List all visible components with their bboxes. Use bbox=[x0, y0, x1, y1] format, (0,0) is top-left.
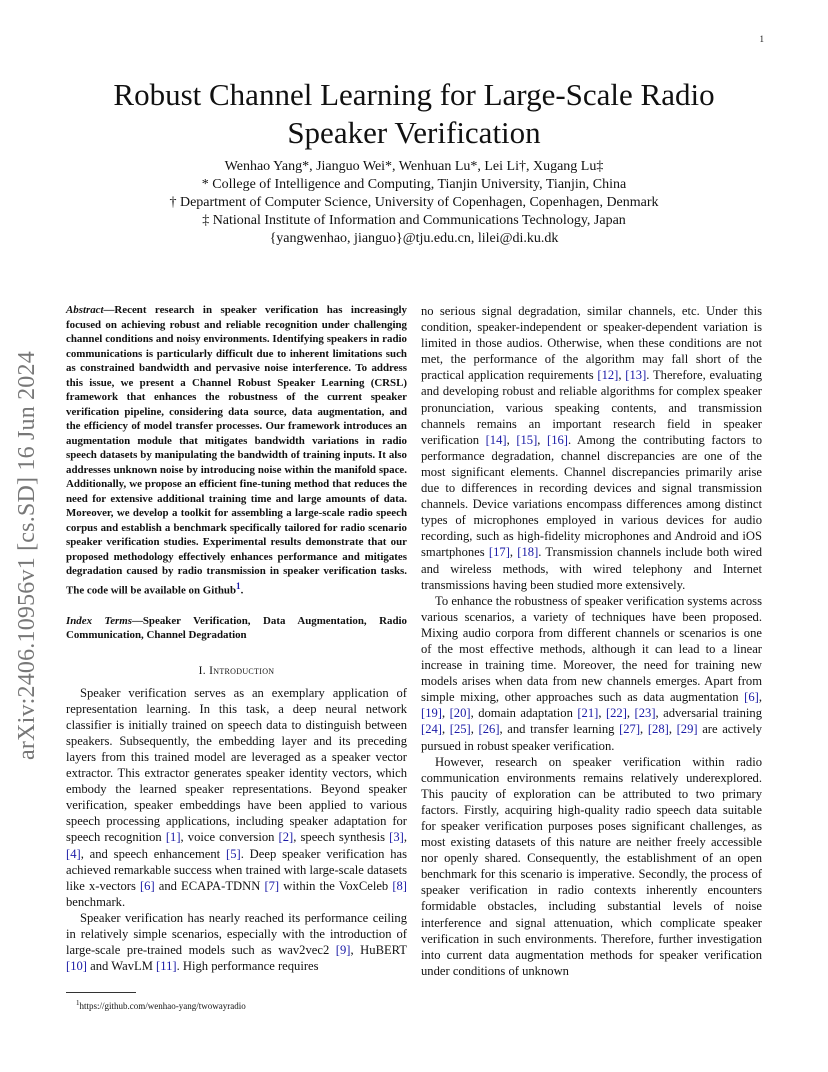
paragraph-text: , and speech enhancement bbox=[80, 846, 227, 861]
citation-link[interactable]: [4] bbox=[66, 846, 81, 861]
paragraph-text: are actively pursued in robust speaker verification. bbox=[421, 722, 763, 753]
author-block bbox=[0, 158, 828, 248]
paragraph-text: , bbox=[509, 545, 518, 560]
paragraph-text: , adversarial training bbox=[655, 706, 762, 721]
paragraph-text: . Among the contributing factors to performance degradation, channel discrepancies are one of the most significant elements. Channel discrepancies primarily arise due to differences in recording devices and signal transmission channels. Device variations encompass differences among distinct types of microphones employed in various devices for audio recording, such as high-fidelity microphones and Android and iOS smartphones bbox=[421, 432, 763, 560]
abstract: Abstract—Recent research in speaker verification has increasingly focused on achieving robust and reliable recognition under challenging channel conditions and noisy environments. Identifying speakers in radio communications is particularly difficult due to inherent limitations such as constrained bandwidth and pervasive noise interference. To address this issue, we present a Channel Robust Speaker Learning (CRSL) framework that enhances the robustness of the current speaker verification pipeline, considering data source, data augmentation, and the efficiency of model transfer processes. Our framework introduces an augmentation module that mitigates bandwidth variations in radio speech datasets by manipulating the bandwidth of training inputs. It also addresses unknown noise by introducing noise within the manifold space. Additionally, we propose an efficient fine-tuning method that reduces the need for extensive additional training time and large amounts of data. Moreover, we develop a toolkit for assembling a large-scale radio speech corpus and establish a benchmark specifically tailored for radio scenario speaker verification studies. Experimental results demonstrate that our proposed methodology effectively enhances performance and mitigates degradation caused by radio transmission in speaker verification tasks. The code will be available on Github$^1$. bbox=[66, 304, 407, 597]
citation-link[interactable]: [6] bbox=[744, 690, 759, 705]
affiliation-2: † Department of Computer Science, University of Copenhagen, Copenhagen, Denmark bbox=[169, 195, 659, 210]
citation-link[interactable]: [10] bbox=[66, 959, 87, 974]
paragraph-text: and ECAPA-TDNN bbox=[154, 878, 265, 893]
citation-link[interactable]: [15] bbox=[516, 432, 538, 447]
paragraph-text: . High performance requires bbox=[176, 959, 319, 974]
title-line-1: Robust Channel Learning for Large-Scale Radio bbox=[113, 77, 715, 112]
arxiv-identifier-stamp[interactable]: arXiv:2406.10956v1 [cs.SD] 16 Jun 2024 bbox=[14, 351, 40, 760]
citation-link[interactable]: [22] bbox=[605, 706, 627, 721]
citation-link[interactable]: [2] bbox=[278, 830, 294, 845]
author-list: Wenhao Yang*, Jianguo Wei*, Wenhuan Lu*, Lei Li†, Xugang Lu‡ bbox=[224, 159, 604, 174]
paragraph-text: , bbox=[441, 706, 450, 721]
paragraph-text: , and transfer learning bbox=[499, 722, 620, 737]
citation-link[interactable]: [29] bbox=[676, 722, 698, 737]
citation-link[interactable]: [27] bbox=[619, 722, 641, 737]
paper-title bbox=[0, 76, 828, 152]
footnote-github-link[interactable]: https://github.com/wenhao-yang/twowayradio bbox=[79, 1001, 246, 1011]
paragraph-text: , bbox=[506, 432, 517, 447]
paragraph-text: benchmark. bbox=[66, 894, 126, 909]
citation-link[interactable]: [16] bbox=[547, 432, 568, 447]
paragraph-text: , bbox=[537, 432, 548, 447]
intro-paragraph bbox=[66, 910, 407, 974]
paragraph-text: . Therefore, evaluating and developing robust and reliable algorithms for complex speaker pronunciation, various speaking contents, and transmission channels remains an important research field in speaker verification bbox=[421, 368, 762, 447]
citation-link[interactable]: [28] bbox=[647, 722, 669, 737]
right-column bbox=[421, 303, 762, 979]
citation-link[interactable]: [6] bbox=[139, 878, 155, 893]
paragraph-text: However, research on speaker verification within radio communication environments remains relatively underexplored. This paucity of exploration can be attributed to two primary factors. Firstly, acquiring high-quality radio speech data suitable for speaker verification purposes poses significant challenges, as most existing datasets of this nature are neither freely accessible nor openly shared. Consequently, the establishment of an open benchmark for this scenario is imperative. Secondly, the process of speaker verification in radio contexts inherently encounters formidable obstacles, including substantial levels of noise interference and signal attenuation, which complicate speaker verification in such environments. Therefore, further investigation into current data augmentation methods for speaker verification under conditions of unknown bbox=[421, 754, 762, 978]
paragraph-text: Speaker verification serves as an exemplary application of representation learning. In this task, a deep neural network classifier is initially trained on speech data to distinguish between speakers. Subsequently, the embedding layer and its preceding layers from this trained model are leveraged as a speaker vector extractor. This extractor generates speaker identity vectors, which embody the learned speaker representations. Beyond speaker verification, speaker embeddings have been applied to various speech processing applications, including speaker adaptation for speech recognition bbox=[66, 685, 407, 845]
page-number: 1 bbox=[759, 34, 764, 44]
body-paragraph bbox=[421, 593, 762, 754]
abstract-text: —Recent research in speaker verification has increasingly focused on achieving robust and reliable recognition under challenging channel conditions and noisy environments. Identifying speakers in radio communications is particularly difficult due to inherent limitations such as constrained bandwidth and pervasive noise interference. To address this issue, we present a Channel Robust Speaker Learning (CRSL) framework that enhances the robustness of the current speaker verification pipeline, considering data source, data augmentation, and the efficiency of model transfer processes. Our framework introduces an augmentation module that mitigates bandwidth variations in radio speech datasets by manipulating the bandwidth of training inputs. It also addresses unknown noise by introducing noise within the manifold space. Additionally, we propose an efficient fine-tuning method that reduces the need for extensive additional training time and large amounts of data. Moreover, we develop a toolkit for assembling a large-scale radio speech corpus and establish a benchmark specifically tailored for radio scenario speaker verification studies. Experimental results demonstrate that our proposed methodology effectively enhances performance and mitigates degradation caused by radio transmission in speaker verification tasks. The code will be available on Github bbox=[66, 304, 407, 597]
paragraph-text: To enhance the robustness of speaker verification systems across various scenarios, a variety of techniques have been proposed. Mixing audio corpora from different channels or scenarios is one of the most effective methods, although it can lead to a linear increase in training time. Moreover, the need for training new models arises when data from new channels emerges. Apart from simple mixing, other approaches such as data augmentation bbox=[421, 593, 762, 705]
citation-link[interactable]: [20] bbox=[449, 706, 471, 721]
affiliation-1: * College of Intelligence and Computing, Tianjin University, Tianjin, China bbox=[201, 177, 627, 192]
left-column bbox=[66, 303, 407, 974]
body-paragraph bbox=[421, 303, 762, 593]
paragraph-text: , bbox=[470, 722, 479, 737]
paragraph-text: , bbox=[441, 722, 450, 737]
paragraph-text: , bbox=[668, 722, 677, 737]
paragraph-text: within the VoxCeleb bbox=[279, 878, 393, 893]
paragraph-text: , bbox=[640, 722, 648, 737]
citation-link[interactable]: [18] bbox=[517, 545, 539, 560]
paragraph-text: Speaker verification has nearly reached its performance ceiling in relatively simple scenarios, especially with the introduction of large-scale pre-trained models such as wav2vec2 bbox=[66, 910, 407, 958]
paragraph-text: , bbox=[758, 690, 762, 705]
citation-link[interactable]: [17] bbox=[488, 545, 510, 560]
footnote-divider bbox=[66, 992, 136, 993]
abstract-footnote-link[interactable]: 1 bbox=[236, 580, 241, 591]
citation-link[interactable]: [13] bbox=[625, 368, 647, 383]
citation-link[interactable]: [12] bbox=[597, 368, 619, 383]
paragraph-text: , bbox=[618, 368, 626, 383]
paragraph-text: , bbox=[598, 706, 606, 721]
paragraph-text: no serious signal degradation, similar channels, etc. Under this condition, speaker-independent or speaker-dependent variation is limited in those audios. Otherwise, when these conditions are not met, the performance of the algorithm may fall short of the practical application requirements bbox=[421, 304, 762, 383]
intro-paragraph bbox=[66, 685, 407, 910]
citation-link[interactable]: [5] bbox=[226, 846, 241, 861]
citation-link[interactable]: [19] bbox=[421, 706, 442, 721]
citation-link[interactable]: [11] bbox=[156, 959, 177, 974]
paragraph-text: and WavLM bbox=[86, 959, 157, 974]
citation-link[interactable]: [8] bbox=[392, 878, 407, 893]
citation-link[interactable]: [9] bbox=[335, 943, 351, 958]
index-terms-label: Index Terms bbox=[66, 614, 132, 627]
citation-link[interactable]: [3] bbox=[389, 830, 404, 845]
citation-link[interactable]: [21] bbox=[577, 706, 599, 721]
paragraph-text: , bbox=[403, 830, 407, 845]
paragraph-text: , domain adaptation bbox=[470, 706, 578, 721]
body-paragraph bbox=[421, 754, 762, 979]
index-terms bbox=[66, 614, 407, 643]
citation-link[interactable]: [1] bbox=[165, 830, 181, 845]
citation-link[interactable]: [25] bbox=[449, 722, 471, 737]
paragraph-text: , voice conversion bbox=[180, 830, 279, 845]
citation-link[interactable]: [7] bbox=[264, 878, 280, 893]
author-emails: {yangwenhao, jianguo}@tju.edu.cn, lilei@di.ku.dk bbox=[269, 231, 559, 246]
paragraph-text: , HuBERT bbox=[350, 943, 407, 958]
citation-link[interactable]: [26] bbox=[478, 722, 500, 737]
paragraph-text: . Deep speaker verification has achieved remarkable success when trained with large-scale datasets like x-vectors bbox=[66, 846, 408, 893]
citation-link[interactable]: [23] bbox=[634, 706, 656, 721]
footnote-mark: 1 bbox=[76, 999, 80, 1007]
section-heading-introduction: I. Introduction bbox=[198, 664, 275, 677]
abstract-label: Abstract bbox=[66, 304, 104, 316]
index-terms-text: —Speaker Verification, Data Augmentation, Radio Communication, Channel Degradation bbox=[66, 614, 407, 642]
paragraph-text: . Transmission channels include both wired and wireless methods, with wired telephony and Internet transmissions having been studied more extensively. bbox=[421, 545, 762, 592]
citation-link[interactable]: [14] bbox=[485, 432, 507, 447]
paragraph-text: , bbox=[626, 706, 635, 721]
paragraph-text: , speech synthesis bbox=[293, 830, 390, 845]
footnote bbox=[76, 999, 246, 1011]
title-line-2: Speaker Verification bbox=[287, 115, 541, 150]
affiliation-3: ‡ National Institute of Information and Communications Technology, Japan bbox=[202, 213, 626, 228]
citation-link[interactable]: [24] bbox=[421, 722, 442, 737]
